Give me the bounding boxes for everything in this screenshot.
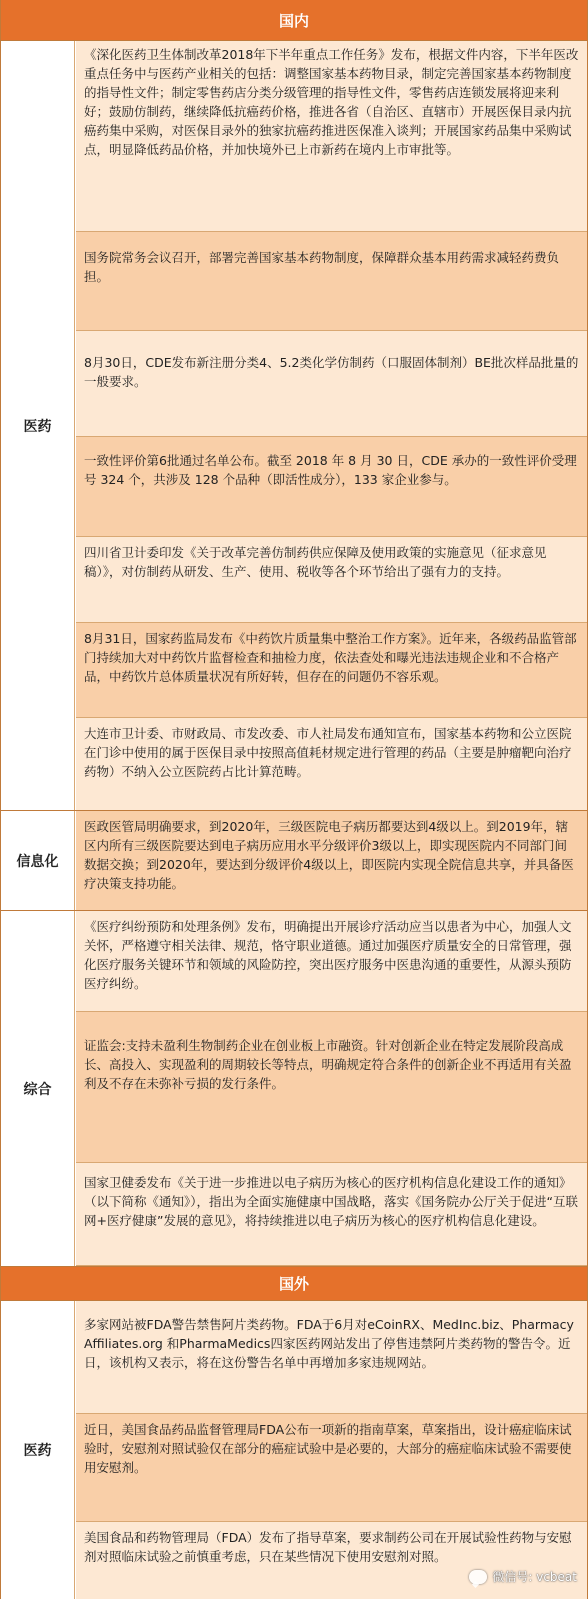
news-item: 国家卫健委发布《关于进一步推进以电子病历为核心的医疗机构信息化建设工作的通知》（以下简称《通知》），指出为全面实施健康中国战略，落实《国务院办公厅关于促进“互联网+医疗健康”发展的意见》，将持续推进以电子病历为核心的医疗机构信息化建设。	[76, 1163, 587, 1266]
news-item: 8月31日，国家药监局发布《中药饮片质量集中整治工作方案》。近年来，各级药品监管部门持续加大对中药饮片监督检查和抽检力度，依法查处和曝光违法违规企业和不合格产品，中药饮片总体质量状况有所好转，但存在的问题仍不容乐观。	[76, 623, 587, 718]
news-item: 一致性评价第6批通过名单公布。截至 2018 年 8 月 30 日，CDE 承办的一致性评价受理号 324 个，共涉及 128 个品种（即活性成分），133 家企业参与。	[76, 437, 587, 537]
news-item: 《医疗纠纷预防和处理条例》发布，明确提出开展诊疗活动应当以患者为中心，加强人文关怀，严格遵守相关法律、规范，恪守职业道德。通过加强医疗质量安全的日常管理，强化医疗服务关键环节和领域的风险防控，突出医疗服务中医患沟通的重要性，从源头预防医疗纠纷。	[76, 911, 587, 1012]
section-header-domestic: 国内	[1, 0, 587, 40]
section-header-foreign: 国外	[1, 1267, 587, 1300]
wechat-icon	[469, 1570, 487, 1584]
news-item: 美国食品和药物管理局（FDA）发布了指导草案，要求制药公司在开展试验性药物与安慰剂对照临床试验之前慎重考虑，只在某些情况下使用安慰剂对照。	[76, 1522, 587, 1599]
news-item: 近日，美国食品药品监督管理局FDA公布一项新的指南草案，草案指出，设计癌症临床试验时，安慰剂对照试验仅在部分的癌症试验中是必要的，大部分的癌症临床试验不需要使用安慰剂。	[76, 1414, 587, 1522]
category-medicine-foreign: 医药	[1, 1301, 75, 1599]
category-informatization: 信息化	[1, 811, 75, 911]
wechat-watermark	[469, 1568, 577, 1585]
news-item: 证监会:支持未盈利生物制药企业在创业板上市融资。针对创新企业在特定发展阶段高成长、高投入、实现盈利的周期较长等特点，明确规定符合条件的创新企业不再适用有关盈利及不存在未弥补亏损的发行条件。	[76, 1012, 587, 1163]
news-item: 四川省卫计委印发《关于改革完善仿制药供应保障及使用政策的实施意见（征求意见稿）》，对仿制药从研发、生产、使用、税收等各个环节给出了强有力的支持。	[76, 537, 587, 623]
news-item: 国务院常务会议召开，部署完善国家基本药物制度，保障群众基本用药需求减轻药费负担。	[76, 232, 587, 331]
category-general: 综合	[1, 911, 75, 1266]
news-item: 多家网站被FDA警告禁售阿片类药物。FDA于6月对eCoinRX、MedInc.biz、PharmacyAffiliates.org 和PharmaMedics四家医药网站发出了停售违禁阿片类药物的警告令。近日，该机构又表示，将在这份警告名单中再增加多家违规网站。	[76, 1301, 587, 1414]
watermark-text: 微信号: vcbeat	[492, 1570, 577, 1584]
news-item: 8月30日，CDE发布新注册分类4、5.2类化学仿制药（口服固体制剂）BE批次样品批量的一般要求。	[76, 331, 587, 437]
news-item: 《深化医药卫生体制改革2018年下半年重点工作任务》发布，根据文件内容，下半年医改重点任务中与医药产业相关的包括：调整国家基本药物目录，制定完善国家基本药物制度的指导性文件；制定零售药店分类分级管理的指导性文件，零售药店连锁发展将迎来利好；鼓励仿制药，继续降低抗癌药价格，推进各省（自治区、直辖市）开展医保目录内抗癌药集中采购，对医保目录外的独家抗癌药推进医保准入谈判；开展国家药品集中采购试点，明显降低药品价格，并加快境外已上市新药在境内上市审批等。	[76, 41, 587, 232]
news-item: 医政医管局明确要求，到2020年，三级医院电子病历都要达到4级以上。到2019年，辖区内所有三级医院要达到电子病历应用水平分级评价3级以上，即实现医院内不同部门间数据交换；到2020年，要达到分级评价4级以上，即医院内实现全院信息共享，并具备医疗决策支持功能。	[76, 811, 587, 911]
category-medicine-domestic: 医药	[1, 41, 75, 811]
news-item: 大连市卫计委、市财政局、市发改委、市人社局发布通知宣布，国家基本药物和公立医院在门诊中使用的属于医保目录中按照高值耗材规定进行管理的药品（主要是肿瘤靶向治疗药物）不纳入公立医院药占比计算范畴。	[76, 718, 587, 811]
